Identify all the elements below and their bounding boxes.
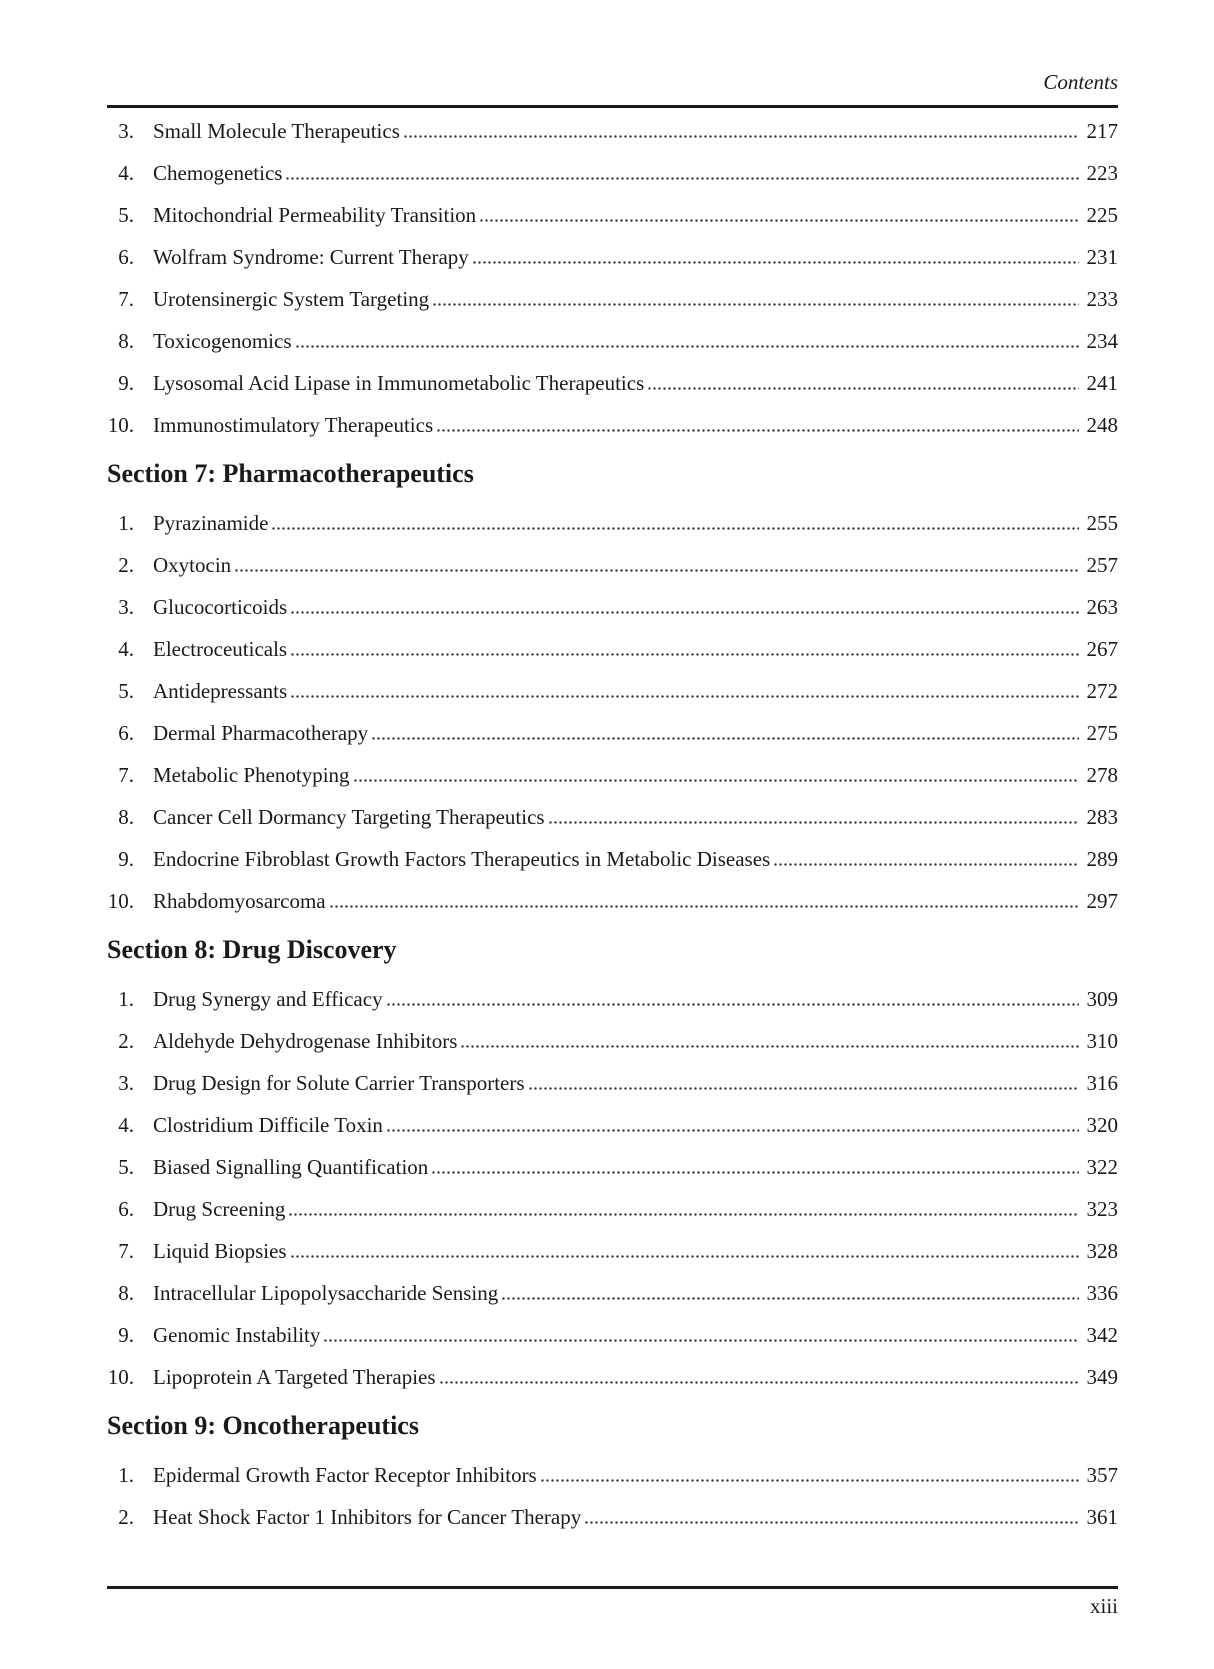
- entry-title: Lipoprotein A Targeted Therapies: [153, 1364, 436, 1389]
- entry-number: 5.: [118, 202, 134, 227]
- entry-page-number: 342: [1086, 1322, 1118, 1347]
- dot-leader: [773, 857, 1079, 871]
- running-header: Contents: [1043, 70, 1118, 94]
- toc-entry: [107, 754, 1118, 796]
- entry-title: Small Molecule Therapeutics: [153, 118, 400, 143]
- entry-title: Biased Signalling Quantification: [153, 1154, 429, 1179]
- toc-entry: [107, 586, 1118, 628]
- entry-number: 8.: [118, 804, 134, 829]
- entry-title: Clostridium Difficile Toxin: [153, 1112, 383, 1137]
- section-heading: Section 7: Pharmacotherapeutics: [107, 459, 474, 488]
- entry-number: 2.: [118, 1504, 134, 1529]
- entry-number: 10.: [107, 1364, 134, 1389]
- entry-page-number: 255: [1086, 510, 1118, 535]
- entry-page-number: 297: [1086, 888, 1118, 913]
- entry-number: 5.: [118, 1154, 134, 1179]
- entry-page-number: 316: [1086, 1070, 1118, 1095]
- dot-leader: [285, 171, 1079, 185]
- entry-title: Intracellular Lipopolysaccharide Sensing: [153, 1280, 499, 1305]
- toc-entry: [107, 1188, 1118, 1230]
- entry-number: 9.: [118, 370, 134, 395]
- entry-title: Drug Synergy and Efficacy: [153, 986, 383, 1011]
- entry-title: Epidermal Growth Factor Receptor Inhibitors: [153, 1462, 537, 1487]
- toc-entry: [107, 110, 1118, 152]
- dot-leader: [295, 339, 1080, 353]
- entry-number: 10.: [107, 412, 134, 437]
- entry-title: Electroceuticals: [153, 636, 288, 661]
- entry-title: Endocrine Fibroblast Growth Factors Therapeutics in Metabolic Diseases: [153, 846, 771, 871]
- entry-page-number: 223: [1086, 160, 1118, 185]
- entry-title: Toxicogenomics: [153, 328, 292, 353]
- dot-leader: [584, 1515, 1079, 1529]
- dot-leader: [290, 605, 1079, 619]
- entry-title: Dermal Pharmacotherapy: [153, 720, 369, 745]
- entry-number: 4.: [118, 160, 134, 185]
- toc-entry: [107, 796, 1118, 838]
- entry-page-number: 233: [1086, 286, 1118, 311]
- dot-leader: [460, 1039, 1079, 1053]
- dot-leader: [436, 423, 1079, 437]
- dot-leader: [431, 1165, 1079, 1179]
- header-rule: [107, 105, 1118, 108]
- entry-title: Metabolic Phenotyping: [153, 762, 350, 787]
- entry-page-number: 320: [1086, 1112, 1118, 1137]
- entry-page-number: 275: [1086, 720, 1118, 745]
- entry-title: Drug Design for Solute Carrier Transporters: [153, 1070, 525, 1095]
- toc-entry: [107, 838, 1118, 880]
- entry-number: 2.: [118, 552, 134, 577]
- entry-title: Immunostimulatory Therapeutics: [153, 412, 434, 437]
- entry-page-number: 272: [1086, 678, 1118, 703]
- dot-leader: [290, 1249, 1079, 1263]
- entry-number: 7.: [118, 286, 134, 311]
- entry-number: 9.: [118, 846, 134, 871]
- entry-title: Wolfram Syndrome: Current Therapy: [153, 244, 469, 269]
- dot-leader: [386, 997, 1079, 1011]
- entry-page-number: 357: [1086, 1462, 1118, 1487]
- dot-leader: [472, 255, 1079, 269]
- toc-entry: [107, 1314, 1118, 1356]
- toc-entry: [107, 712, 1118, 754]
- entry-page-number: 248: [1086, 412, 1118, 437]
- dot-leader: [479, 213, 1079, 227]
- entry-page-number: 349: [1086, 1364, 1118, 1389]
- entry-number: 6.: [118, 1196, 134, 1221]
- section-heading: Section 9: Oncotherapeutics: [107, 1411, 419, 1440]
- entry-number: 6.: [118, 720, 134, 745]
- dot-leader: [540, 1473, 1079, 1487]
- entry-page-number: 267: [1086, 636, 1118, 661]
- dot-leader: [386, 1123, 1079, 1137]
- entry-title: Drug Screening: [153, 1196, 286, 1221]
- entry-number: 3.: [118, 1070, 134, 1095]
- footer-rule: [107, 1586, 1118, 1589]
- dot-leader: [290, 689, 1079, 703]
- table-of-contents: [107, 110, 1118, 1538]
- toc-entry: [107, 544, 1118, 586]
- entry-page-number: 336: [1086, 1280, 1118, 1305]
- entry-page-number: 225: [1086, 202, 1118, 227]
- dot-leader: [403, 129, 1079, 143]
- entry-number: 5.: [118, 678, 134, 703]
- entry-title: Antidepressants: [153, 678, 288, 703]
- entry-page-number: 328: [1086, 1238, 1118, 1263]
- entry-title: Heat Shock Factor 1 Inhibitors for Cancer Therapy: [153, 1504, 582, 1529]
- toc-entry: [107, 1062, 1118, 1104]
- entry-title: Glucocorticoids: [153, 594, 288, 619]
- entry-title: Genomic Instability: [153, 1322, 321, 1347]
- dot-leader: [288, 1207, 1079, 1221]
- toc-entry: [107, 236, 1118, 278]
- entry-page-number: 217: [1086, 118, 1118, 143]
- section-heading: Section 8: Drug Discovery: [107, 935, 397, 964]
- entry-page-number: 234: [1086, 328, 1118, 353]
- page-number: xiii: [1089, 1594, 1118, 1618]
- entry-number: 7.: [118, 1238, 134, 1263]
- entry-page-number: 361: [1086, 1504, 1118, 1529]
- dot-leader: [548, 815, 1079, 829]
- dot-leader: [234, 563, 1079, 577]
- dot-leader: [501, 1291, 1079, 1305]
- entry-number: 3.: [118, 118, 134, 143]
- toc-entry: [107, 1230, 1118, 1272]
- dot-leader: [323, 1333, 1079, 1347]
- dot-leader: [528, 1081, 1079, 1095]
- toc-entry: [107, 1020, 1118, 1062]
- entry-page-number: 310: [1086, 1028, 1118, 1053]
- entry-number: 8.: [118, 328, 134, 353]
- entry-title: Lysosomal Acid Lipase in Immunometabolic Therapeutics: [153, 370, 645, 395]
- entry-number: 7.: [118, 762, 134, 787]
- entry-number: 6.: [118, 244, 134, 269]
- toc-entry: [107, 670, 1118, 712]
- toc-entry: [107, 978, 1118, 1020]
- toc-entry: [107, 362, 1118, 404]
- dot-leader: [271, 521, 1079, 535]
- entry-page-number: 289: [1086, 846, 1118, 871]
- toc-entry: [107, 194, 1118, 236]
- dot-leader: [353, 773, 1079, 787]
- entry-page-number: 263: [1086, 594, 1118, 619]
- entry-number: 3.: [118, 594, 134, 619]
- entry-number: 1.: [118, 1462, 134, 1487]
- dot-leader: [647, 381, 1079, 395]
- entry-number: 9.: [118, 1322, 134, 1347]
- entry-number: 2.: [118, 1028, 134, 1053]
- entry-page-number: 241: [1086, 370, 1118, 395]
- toc-entry: [107, 320, 1118, 362]
- toc-entry: [107, 1104, 1118, 1146]
- entry-number: 8.: [118, 1280, 134, 1305]
- entry-title: Cancer Cell Dormancy Targeting Therapeutics: [153, 804, 545, 829]
- entry-number: 1.: [118, 986, 134, 1011]
- entry-page-number: 257: [1086, 552, 1118, 577]
- entry-number: 4.: [118, 1112, 134, 1137]
- dot-leader: [371, 731, 1079, 745]
- toc-entry: [107, 628, 1118, 670]
- toc-entry: [107, 1146, 1118, 1188]
- dot-leader: [432, 297, 1079, 311]
- entry-page-number: 309: [1086, 986, 1118, 1011]
- toc-entry: [107, 1356, 1118, 1398]
- entry-title: Chemogenetics: [153, 160, 283, 185]
- entry-title: Pyrazinamide: [153, 510, 269, 535]
- toc-entry: [107, 502, 1118, 544]
- toc-entry: [107, 880, 1118, 922]
- entry-number: 4.: [118, 636, 134, 661]
- dot-leader: [290, 647, 1079, 661]
- entry-title: Mitochondrial Permeability Transition: [153, 202, 477, 227]
- entry-title: Aldehyde Dehydrogenase Inhibitors: [153, 1028, 458, 1053]
- entry-page-number: 283: [1086, 804, 1118, 829]
- toc-entry: [107, 1496, 1118, 1538]
- entry-page-number: 231: [1086, 244, 1118, 269]
- toc-entry: [107, 1454, 1118, 1496]
- entry-page-number: 322: [1086, 1154, 1118, 1179]
- entry-title: Liquid Biopsies: [153, 1238, 287, 1263]
- entry-title: Oxytocin: [153, 552, 232, 577]
- entry-number: 1.: [118, 510, 134, 535]
- entry-page-number: 323: [1086, 1196, 1118, 1221]
- toc-entry: [107, 152, 1118, 194]
- entry-number: 10.: [107, 888, 134, 913]
- dot-leader: [329, 899, 1079, 913]
- toc-entry: [107, 1272, 1118, 1314]
- dot-leader: [439, 1375, 1079, 1389]
- toc-entry: [107, 278, 1118, 320]
- toc-entry: [107, 404, 1118, 446]
- entry-page-number: 278: [1086, 762, 1118, 787]
- entry-title: Urotensinergic System Targeting: [153, 286, 430, 311]
- entry-title: Rhabdomyosarcoma: [153, 888, 326, 913]
